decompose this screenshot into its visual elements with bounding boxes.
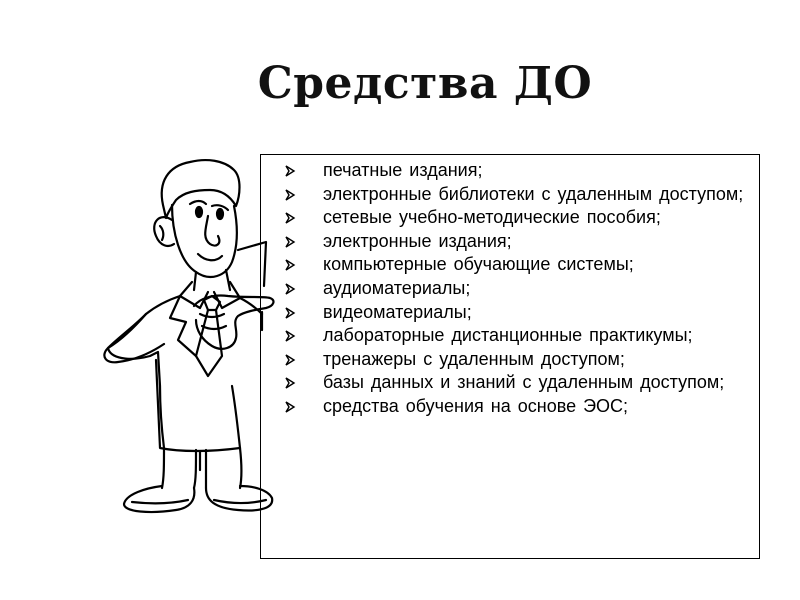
arrowhead-bullet-icon — [283, 348, 297, 371]
arrowhead-bullet-icon — [283, 395, 297, 418]
list-item-text: средства обучения на основе ЭОС; — [323, 395, 629, 416]
list-item-text: электронные издания; — [323, 230, 512, 251]
list-item — [261, 348, 759, 372]
list-item — [261, 371, 759, 395]
list-item-text: электронные библиотеки с удаленным доступом; — [323, 183, 744, 204]
arrowhead-bullet-icon — [283, 253, 297, 276]
arrowhead-bullet-icon — [283, 324, 297, 347]
list-item — [261, 159, 759, 183]
list-item-text: видеоматериалы; — [323, 301, 472, 322]
eye-left — [196, 207, 202, 217]
list-item — [261, 301, 759, 325]
list-item-text: базы данных и знаний с удаленным доступом; — [323, 372, 725, 393]
list-item-text: аудиоматериалы; — [323, 277, 471, 298]
list-item — [261, 230, 759, 254]
slide-title: Средства ДО — [257, 58, 593, 109]
head — [172, 205, 237, 277]
arrowhead-bullet-icon — [283, 277, 297, 300]
bullet-list — [261, 159, 759, 419]
list-box — [260, 154, 760, 559]
arrowhead-bullet-icon — [283, 230, 297, 253]
arrowhead-bullet-icon — [283, 206, 297, 229]
list-item — [261, 206, 759, 230]
arrowhead-bullet-icon — [283, 301, 297, 324]
arrowhead-bullet-icon — [283, 183, 297, 206]
list-item — [261, 277, 759, 301]
mouth — [198, 254, 222, 260]
shoe-left — [124, 486, 194, 512]
arrowhead-bullet-icon — [283, 159, 297, 182]
arrowhead-bullet-icon — [283, 371, 297, 394]
eyebrow-left — [190, 201, 206, 204]
eye-right — [217, 209, 223, 219]
jacket — [108, 296, 180, 448]
list-item — [261, 395, 759, 419]
list-item — [261, 324, 759, 348]
leg-left — [162, 448, 164, 488]
list-item-text: компьютерные обучающие системы; — [323, 254, 634, 275]
list-item-text: лабораторные дистанционные практикумы; — [323, 325, 693, 346]
list-item-text: сетевые учебно-методические пособия; — [323, 207, 661, 228]
nose — [205, 216, 219, 246]
list-item — [261, 253, 759, 277]
list-item-text: тренажеры с удаленным доступом; — [323, 348, 625, 369]
list-item — [261, 183, 759, 207]
list-item-text: печатные издания; — [323, 160, 483, 180]
